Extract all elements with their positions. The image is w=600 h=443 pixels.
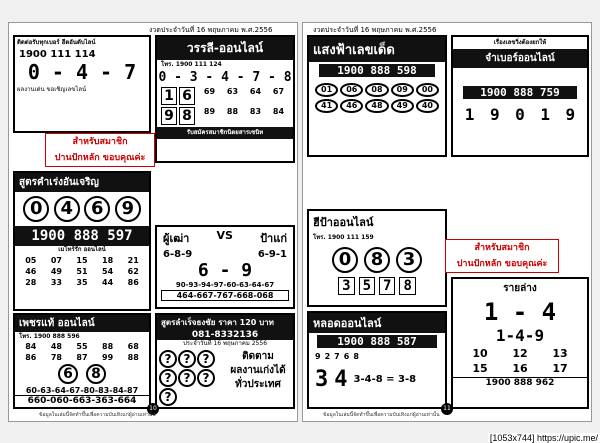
r-box3-title: ฮีป้าออนไลน์ [313, 216, 374, 229]
grid-cell: 16 [512, 362, 528, 375]
digit: 9 [489, 105, 500, 124]
grid-cell: 28 [25, 278, 37, 287]
digit-circle: 6 [84, 196, 110, 222]
grid-cell: 86 [25, 353, 37, 362]
grid-cell: 05 [25, 256, 37, 265]
left-page-header: งวดประจำวันที่ 16 พฤษภาคม พ.ศ.2556 [149, 26, 273, 34]
box6-side [225, 350, 291, 406]
box4-grid-right [199, 87, 289, 125]
lower-number-box [451, 277, 589, 409]
grid-cell: 55 [76, 342, 88, 351]
aunt-online-box [307, 209, 447, 307]
grid-cell: 88 [226, 107, 239, 116]
digit: 9 [565, 105, 576, 124]
digit-circle: 9 [115, 196, 141, 222]
sky-light-box [307, 35, 447, 157]
box4-grid-left [161, 87, 195, 125]
box3-grid [15, 342, 149, 362]
box3-line: 60-63-64-67-80-83-84-87 [25, 386, 139, 395]
formula-box [13, 171, 151, 311]
grid-cell: 84 [25, 342, 37, 351]
box4-grids [157, 85, 293, 127]
grid-cell: 6 [179, 87, 195, 105]
red-overlay-left-line-2: ปานปักหลัก ขอบคุณค่ะ [54, 153, 146, 163]
grid-cell: 87 [76, 353, 88, 362]
right-page-number: 11 [441, 403, 453, 415]
digit-box: 7 [379, 277, 395, 295]
grid-cell: 64 [249, 87, 262, 96]
r-box3-digits [309, 243, 445, 277]
number-circle: 49 [391, 99, 414, 113]
r-box1-circles [309, 79, 445, 117]
r-box3-row [309, 277, 445, 295]
number-circle: 09 [391, 83, 414, 97]
grid-cell: 48 [50, 342, 62, 351]
versus-line1: 90-93-94-97-60-63-64-67 [175, 281, 275, 289]
grid-cell: 67 [272, 87, 285, 96]
small-num: 7 [334, 352, 340, 361]
small-num: 8 [353, 352, 359, 361]
box6-price: ราคา 120 บาท [218, 318, 274, 327]
box6-header [157, 315, 293, 330]
r-box5-nums [453, 345, 587, 377]
box2-digits [15, 192, 149, 226]
box4-title: วรรลี-ออนไลน์ [157, 37, 293, 60]
box2-grid [15, 254, 149, 289]
number-circle: 08 [365, 83, 388, 97]
versus-label: VS [216, 229, 233, 242]
versus-line2: 464-667-767-668-068 [161, 290, 289, 301]
digit-circle: 8 [364, 247, 390, 273]
versus-box [155, 225, 295, 309]
red-overlay-left-line-1: สำหรับสมาชิก [72, 137, 128, 147]
red-overlay-right [445, 239, 559, 273]
left-page [8, 22, 298, 422]
versus-left-num: 6-8-9 [163, 249, 193, 260]
digit: 1 [464, 105, 475, 124]
r-box5-title: รายล่าง [503, 283, 537, 294]
question-grid [159, 350, 225, 406]
box6-title: สูตรลำเร็จธงชัย [161, 318, 216, 327]
number-circle: 40 [416, 99, 439, 113]
digit: 4 [334, 367, 348, 392]
right-page [302, 22, 592, 422]
box6-side1: ติดตาม [242, 351, 274, 362]
wanlee-box [155, 35, 295, 163]
box3-tel: 660-060-663-363-664 [15, 395, 149, 406]
grid-cell: 46 [25, 267, 37, 276]
versus-right-num: 6-9-1 [257, 249, 287, 260]
digit-circle: 3 [396, 247, 422, 273]
digit: 3 [315, 367, 329, 392]
box3-title: เพชรแท้ ออนไลน์ [15, 315, 149, 332]
number-circle: 48 [365, 99, 388, 113]
grid-cell: 86 [127, 278, 139, 287]
r-box4-small-nums [309, 350, 445, 363]
grid-cell: 83 [249, 107, 262, 116]
grid-cell: 44 [102, 278, 114, 287]
digit-box: 8 [399, 277, 415, 295]
box6-phone: 081-8332136 [157, 330, 293, 340]
grid-cell: 78 [50, 353, 62, 362]
grid-cell: 51 [76, 267, 88, 276]
watermark: [1053x744] https://upic.me/ [489, 433, 598, 443]
grid-cell: 15 [76, 256, 88, 265]
small-num: 6 [343, 352, 350, 361]
hotline-box-1 [13, 35, 151, 133]
grid-cell: 1 [161, 87, 177, 105]
digit: 1 [540, 105, 550, 124]
digit-box: 5 [359, 277, 375, 295]
box6-body [157, 348, 293, 408]
digit-box: 3 [338, 277, 354, 295]
box4-numbers: 0 - 3 - 4 - 7 - 8 [158, 70, 292, 85]
question-circle: ? [159, 369, 177, 387]
question-circle: ? [197, 350, 215, 368]
box2-phone: 1900 888 597 [15, 226, 149, 246]
number-circle: 01 [315, 83, 338, 97]
diamond-box [13, 313, 151, 409]
grid-cell: 88 [127, 353, 139, 362]
grid-cell: 10 [472, 347, 488, 360]
versus-nums [157, 249, 293, 260]
grid-cell: 63 [226, 87, 239, 96]
box2-title: สูตรคำเร่งอันเจริญ [15, 173, 149, 192]
box3-digits [15, 362, 149, 386]
r-box4-phone: 1900 888 587 [317, 335, 437, 348]
r-box5-top: 1 - 4 [483, 298, 557, 326]
box3-phone: โทร. 1900 888 596 [19, 333, 80, 340]
grid-cell: 33 [50, 278, 62, 287]
grid-cell: 17 [552, 362, 568, 375]
digit-circle: 0 [332, 247, 358, 273]
red-overlay-right-line-1: สำหรับสมาชิก [474, 243, 530, 253]
grid-cell: 35 [76, 278, 88, 287]
digit: 0 [515, 105, 525, 124]
box6-side2: ผลงานเก่งได้ [230, 365, 286, 376]
grid-cell: 68 [127, 342, 139, 351]
right-page-header: งวดประจำวันที่ 16 พฤษภาคม พ.ศ.2556 [313, 26, 437, 34]
grid-cell: 54 [102, 267, 114, 276]
r-box4-title: หลอดออนไลน์ [309, 313, 445, 333]
r-box4-line: 3-4-8 = 3-8 [353, 374, 417, 385]
box1-numbers: 0 - 4 - 7 [27, 60, 137, 84]
grid-cell: 89 [203, 107, 216, 116]
tube-online-box [307, 311, 447, 409]
small-num: 9 [315, 352, 321, 361]
versus-center: 6 - 9 [197, 260, 253, 281]
box2-subtitle: เมโทร์รัก ออนไลน์ [58, 246, 106, 253]
left-page-footer: ข้อมูลในเล่มนี้จัดทำขึ้นเพื่อความบันเทิงแก่ผู้อ่านเท่านั้น [39, 412, 156, 418]
r-box2-phone: 1900 888 759 [463, 86, 577, 99]
grid-cell: 62 [127, 267, 139, 276]
box4-subtitle: รับสมัครสมาชิกนิตยสารเซนิท [157, 127, 293, 139]
running-number-box [451, 35, 589, 157]
grid-cell: 15 [472, 362, 488, 375]
question-circle: ? [178, 369, 196, 387]
digit-circle: 6 [58, 364, 78, 384]
number-circle: 46 [340, 99, 363, 113]
r-box3-phone: โทร. 1900 111 159 [313, 234, 374, 241]
question-circle: ? [159, 388, 177, 406]
question-circle: ? [159, 350, 177, 368]
versus-right-label: ป้าแก่ [260, 232, 287, 245]
box4-phone: โทร. 1900 111 124 [161, 61, 222, 68]
box6-date: ประจำวันที่ 16 พฤษภาคม 2556 [182, 340, 268, 347]
digit-circle: 8 [86, 364, 106, 384]
box1-title: ติดต่อรับทุกเบอร์ ฮีตอันดับไลน์ [17, 39, 96, 46]
grid-cell: 69 [203, 87, 216, 96]
r-box5-phone: 1900 888 962 [453, 377, 587, 388]
success-box [155, 313, 295, 409]
grid-cell: 9 [161, 107, 177, 125]
grid-cell: 07 [50, 256, 62, 265]
question-circle: ? [197, 369, 215, 387]
number-circle: 41 [315, 99, 338, 113]
digit-circle: 4 [54, 196, 80, 222]
grid-cell: 99 [102, 353, 114, 362]
grid-cell: 18 [102, 256, 114, 265]
versus-header [157, 227, 293, 249]
grid-cell: 12 [512, 347, 528, 360]
box1-phone: 1900 111 114 [19, 49, 96, 60]
r-box5-line: 1-4-9 [495, 326, 545, 345]
digit-circle: 0 [23, 196, 49, 222]
r-box1-title: แสงฟ้าเลขเด็ด [309, 37, 445, 62]
box1-note: ผลงานเด่น ขอเชิญเลขไลน์ [17, 86, 87, 93]
r-box1-phone: 1900 888 598 [319, 64, 435, 77]
r-box4-bottom [309, 363, 445, 396]
grid-cell: 8 [179, 107, 195, 125]
question-circle: ? [178, 350, 196, 368]
grid-cell: 88 [102, 342, 114, 351]
r-box2-subtitle: จำเบอร์ออนไลน์ [453, 49, 587, 68]
right-page-footer: ข้อมูลในเล่มนี้จัดทำขึ้นเพื่อความบันเทิงแก่ผู้อ่านเท่านั้น [323, 412, 440, 418]
grid-cell: 84 [272, 107, 285, 116]
red-overlay-right-line-2: ปานปักหลัก ขอบคุณค่ะ [456, 259, 548, 269]
versus-left-label: ผู้เฒ่า [163, 232, 190, 245]
r-box2-digits [453, 103, 587, 126]
number-circle: 06 [340, 83, 363, 97]
r-box2-title: เรื่องเลขวิ่งต้องยกให้ [493, 39, 547, 46]
grid-cell: 13 [552, 347, 568, 360]
box6-side3: ทั่วประเทศ [235, 379, 281, 390]
small-num: 2 [324, 352, 331, 361]
red-overlay-left [45, 133, 155, 167]
grid-cell: 49 [50, 267, 62, 276]
number-circle: 00 [416, 83, 439, 97]
grid-cell: 21 [127, 256, 139, 265]
left-page-number: 10 [147, 403, 159, 415]
